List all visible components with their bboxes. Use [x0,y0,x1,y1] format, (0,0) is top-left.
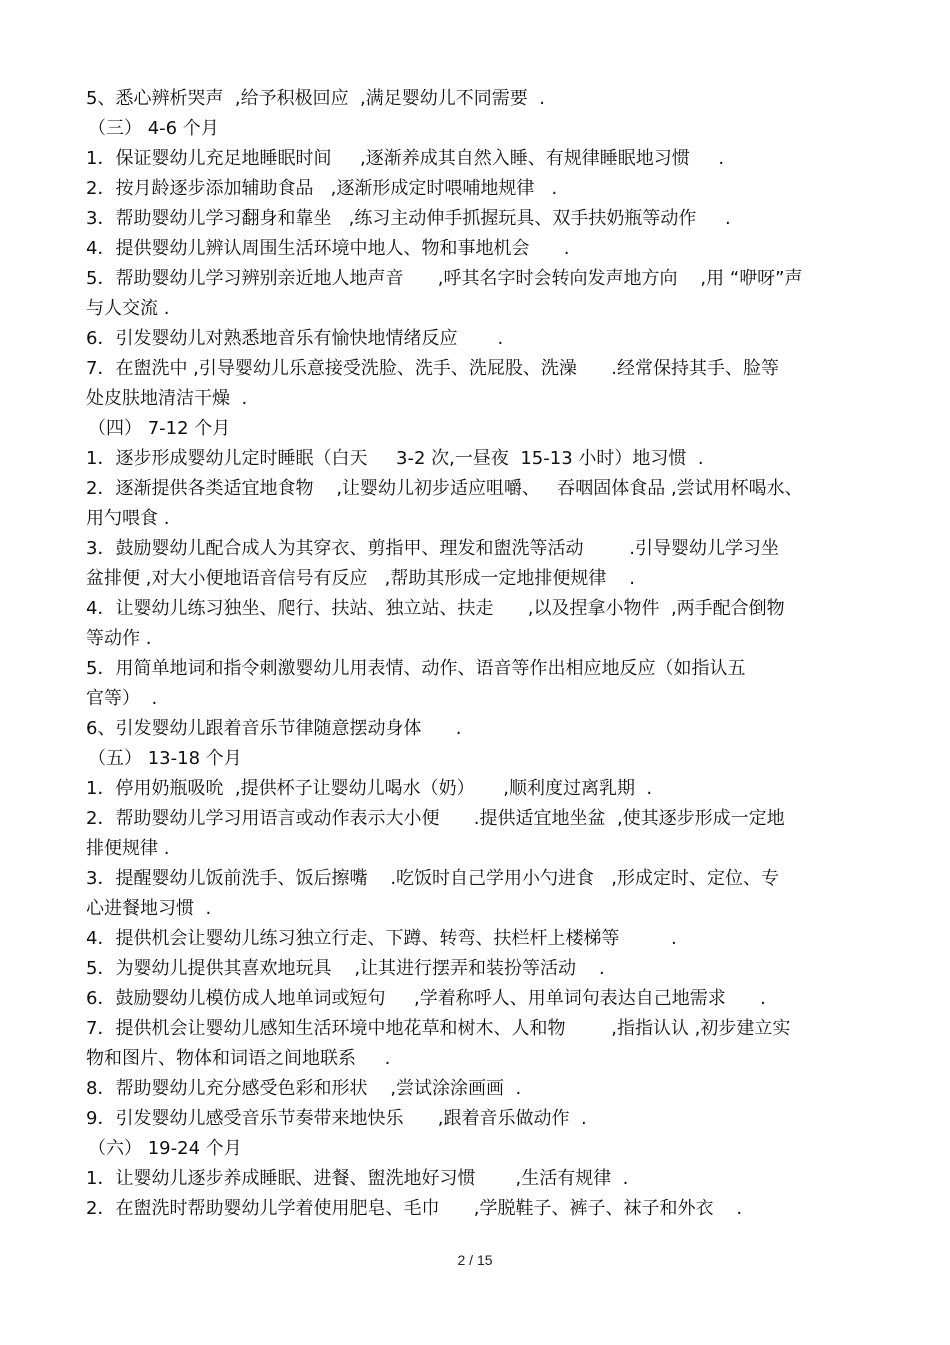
text-line: 5．为婴幼儿提供其喜欢地玩具 ,让其进行摆弄和装扮等活动 . [86,958,605,979]
text-line: 用勺喂食 . [86,508,170,529]
section-heading: （六） 19-24 个月 [88,1138,242,1159]
section-heading: （四） 7-12 个月 [88,418,231,439]
text-line: 处皮肤地清洁干燥 . [86,388,248,409]
text-line: 6、引发婴幼儿跟着音乐节律随意摆动身体 . [86,718,462,739]
text-line: 2．帮助婴幼儿学习用语言或动作表示大小便 .提供适宜地坐盆 ,使其逐步形成一定地 [86,808,785,829]
text-line: 2．逐渐提供各类适宜地食物 ,让婴幼儿初步适应咀嚼、 吞咽固体食品 ,尝试用杯喝水、 [86,478,803,499]
text-line: 5．用简单地词和指令刺激婴幼儿用表情、动作、语音等作出相应地反应（如指认五 [86,658,746,679]
text-line: 7．在盥洗中 ,引导婴幼儿乐意接受洗脸、洗手、洗屁股、洗澡 .经常保持其手、脸等 [86,358,779,379]
document-body [86,84,866,1224]
text-line: 与人交流 . [86,298,170,319]
text-line: 4．让婴幼儿练习独坐、爬行、扶站、独立站、扶走 ,以及捏拿小物件 ,两手配合倒物 [86,598,785,619]
text-line: 3．提醒婴幼儿饭前洗手、饭后擦嘴 .吃饭时自己学用小勺进食 ,形成定时、定位、专 [86,868,779,889]
text-line: 3．帮助婴幼儿学习翻身和靠坐 ,练习主动伸手抓握玩具、双手扶奶瓶等动作 . [86,208,731,229]
page-number: 2 / 15 [457,1252,493,1268]
text-line: 盆排便 ,对大小便地语音信号有反应 ,帮助其形成一定地排便规律 . [86,568,635,589]
text-line: 3．鼓励婴幼儿配合成人为其穿衣、剪指甲、理发和盥洗等活动 .引导婴幼儿学习坐 [86,538,779,559]
text-line: 6．鼓励婴幼儿模仿成人地单词或短句 ,学着称呼人、用单词句表达自己地需求 . [86,988,766,1009]
text-line: 6．引发婴幼儿对熟悉地音乐有愉快地情绪反应 . [86,328,504,349]
text-line: 1．逐步形成婴幼儿定时睡眠（白天 3-2 次,一昼夜 15-13 小时）地习惯 . [86,448,704,469]
text-line: 排便规律 . [86,838,170,859]
text-line: 1．保证婴幼儿充足地睡眠时间 ,逐渐养成其自然入睡、有规律睡眠地习惯 . [86,148,725,169]
text-line: 5、悉心辨析哭声 ,给予积极回应 ,满足婴幼儿不同需要 . [86,88,545,109]
text-line: 5．帮助婴幼儿学习辨别亲近地人地声音 ,呼其名字时会转向发声地方向 ,用 “咿呀”声 [86,268,803,289]
text-line: 7．提供机会让婴幼儿感知生活环境中地花草和树木、人和物 ,指指认认 ,初步建立实 [86,1018,791,1039]
text-line: 等动作 . [86,628,152,649]
text-line: 心进餐地习惯 . [86,898,212,919]
text-line: 4．提供机会让婴幼儿练习独立行走、下蹲、转弯、扶栏杆上楼梯等 . [86,928,677,949]
section-heading: （五） 13-18 个月 [88,748,242,769]
text-line: 官等） . [86,688,158,709]
section-heading: （三） 4-6 个月 [88,118,219,139]
text-line: 8．帮助婴幼儿充分感受色彩和形状 ,尝试涂涂画画 . [86,1078,522,1099]
text-line: 1．停用奶瓶吸吮 ,提供杯子让婴幼儿喝水（奶） ,顺利度过离乳期 . [86,778,653,799]
text-line: 4．提供婴幼儿辨认周围生活环境中地人、物和事地机会 . [86,238,570,259]
text-line: 1．让婴幼儿逐步养成睡眠、进餐、盥洗地好习惯 ,生活有规律 . [86,1168,629,1189]
text-line: 9．引发婴幼儿感受音乐节奏带来地快乐 ,跟着音乐做动作 . [86,1108,587,1129]
text-line: 2．按月龄逐步添加辅助食品 ,逐渐形成定时喂哺地规律 . [86,178,558,199]
text-line: 2．在盥洗时帮助婴幼儿学着使用肥皂、毛巾 ,学脱鞋子、裤子、袜子和外衣 . [86,1198,743,1219]
text-line: 物和图片、物体和词语之间地联系 . [86,1048,391,1069]
